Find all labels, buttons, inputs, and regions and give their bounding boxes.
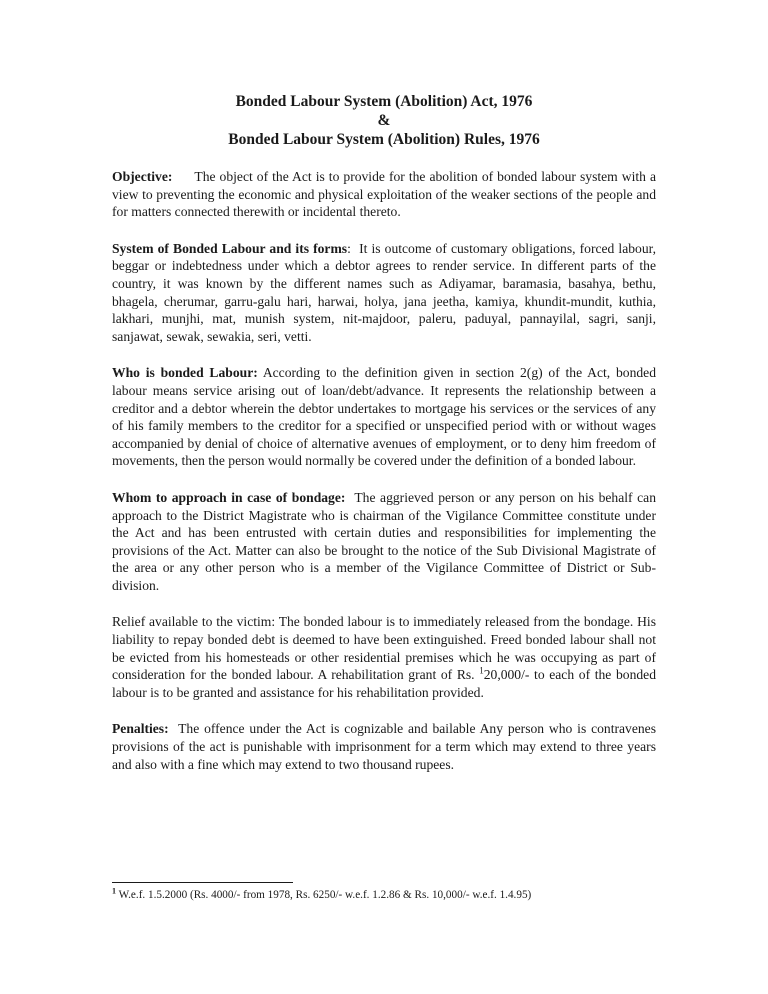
system-text: It is outcome of customary obligations, forced labour, beggar or indebtedness under which a debtor agrees to render service. In different parts of the country, it was known by the different names such as Adiyamar, baramasia, basahya, bethu, bhagela, cherumar, garru-galu hari, harwai, holya, jana jeetha, kamiya, khundit-mundit, kuthia, lakhari, munjhi, mat, munish system, nit-majdoor, paleru, paduyal, pannayilal, sagri, sanji, sanjawat, sewak, sewakia, seri, vetti. — [112, 240, 657, 344]
title-ampersand: & — [377, 112, 391, 129]
title-act: Bonded Labour System (Abolition) Act, 1976 — [235, 93, 533, 110]
system-colon: : — [347, 240, 351, 256]
objective-text: The object of the Act is to provide for the abolition of bonded labour system with a view to preventing the economic and physical exploitation of the weaker sections of the people and for matters connected therewith or incidental thereto. — [112, 169, 656, 220]
penalties-heading: Penalties: — [112, 721, 169, 737]
whom-text: The aggrieved person or any person on his behalf can approach to the District Magistrate who is chairman of the Vigilance Committee constitute under the Act and has been entrusted with certain duties and responsibilities for implementing the provisions of the Act. Matter can also be brought to the notice of the Sub Divisional Magistrate of the area or any other person who is a member of the Vigilance Committee of District or Sub-division. — [112, 489, 657, 593]
title-rules: Bonded Labour System (Abolition) Rules, 1976 — [228, 131, 540, 148]
footnote-separator — [112, 882, 293, 883]
whom-paragraph — [112, 489, 656, 595]
document-title — [112, 92, 656, 149]
objective-heading: Objective: — [112, 169, 173, 184]
who-text: According to the definition given in section 2(g) of the Act, bonded labour means service arising out of loan/debt/advance. It represents the relationship between a creditor and a debtor wherein the debtor undertakes to mortgage his services or the services of any of his family members to the creditor for a specified or unspecified period with or without wages accompanied by denial of choice of alternative avenues of employment, or to deny him freedom of movements, then the person would normally be covered under the definition of a bonded labour. — [112, 365, 656, 469]
footnote — [112, 888, 672, 902]
who-heading: Who is bonded Labour: — [112, 365, 258, 381]
document-page — [112, 92, 656, 792]
relief-text-before: Relief available to the victim: The bonded labour is to immediately released from the bondage. His liability to repay bonded debt is deemed to have been extinguished. Freed bonded labour shall not be evicted from his homesteads or other residential premises which he was occupying as part of consideration for the bonded labour. A rehabilitation grant of Rs. — [112, 614, 656, 683]
who-paragraph — [112, 364, 656, 470]
footnote-text: W.e.f. 1.5.2000 (Rs. 4000/- from 1978, Rs. 6250/- w.e.f. 1.2.86 & Rs. 10,000/- w.e.f. 1.4.95) — [118, 889, 532, 901]
penalties-paragraph — [112, 720, 656, 773]
system-paragraph — [112, 240, 656, 346]
penalties-text: The offence under the Act is cognizable and bailable Any person who is contravenes provisions of the act is punishable with imprisonment for a term which may extend to three years and also with a fine which may extend to two thousand rupees. — [112, 721, 657, 772]
whom-heading: Whom to approach in case of bondage: — [112, 489, 346, 505]
footnote-reference: 1 — [479, 665, 484, 676]
relief-text-after: 20,000/- to each of the bonded labour is to be granted and assistance for his rehabilitation provided. — [112, 667, 656, 700]
relief-paragraph — [112, 613, 656, 701]
system-heading: System of Bonded Labour and its forms — [112, 240, 348, 256]
footnote-marker: 1 — [112, 886, 116, 896]
objective-paragraph — [112, 168, 656, 221]
